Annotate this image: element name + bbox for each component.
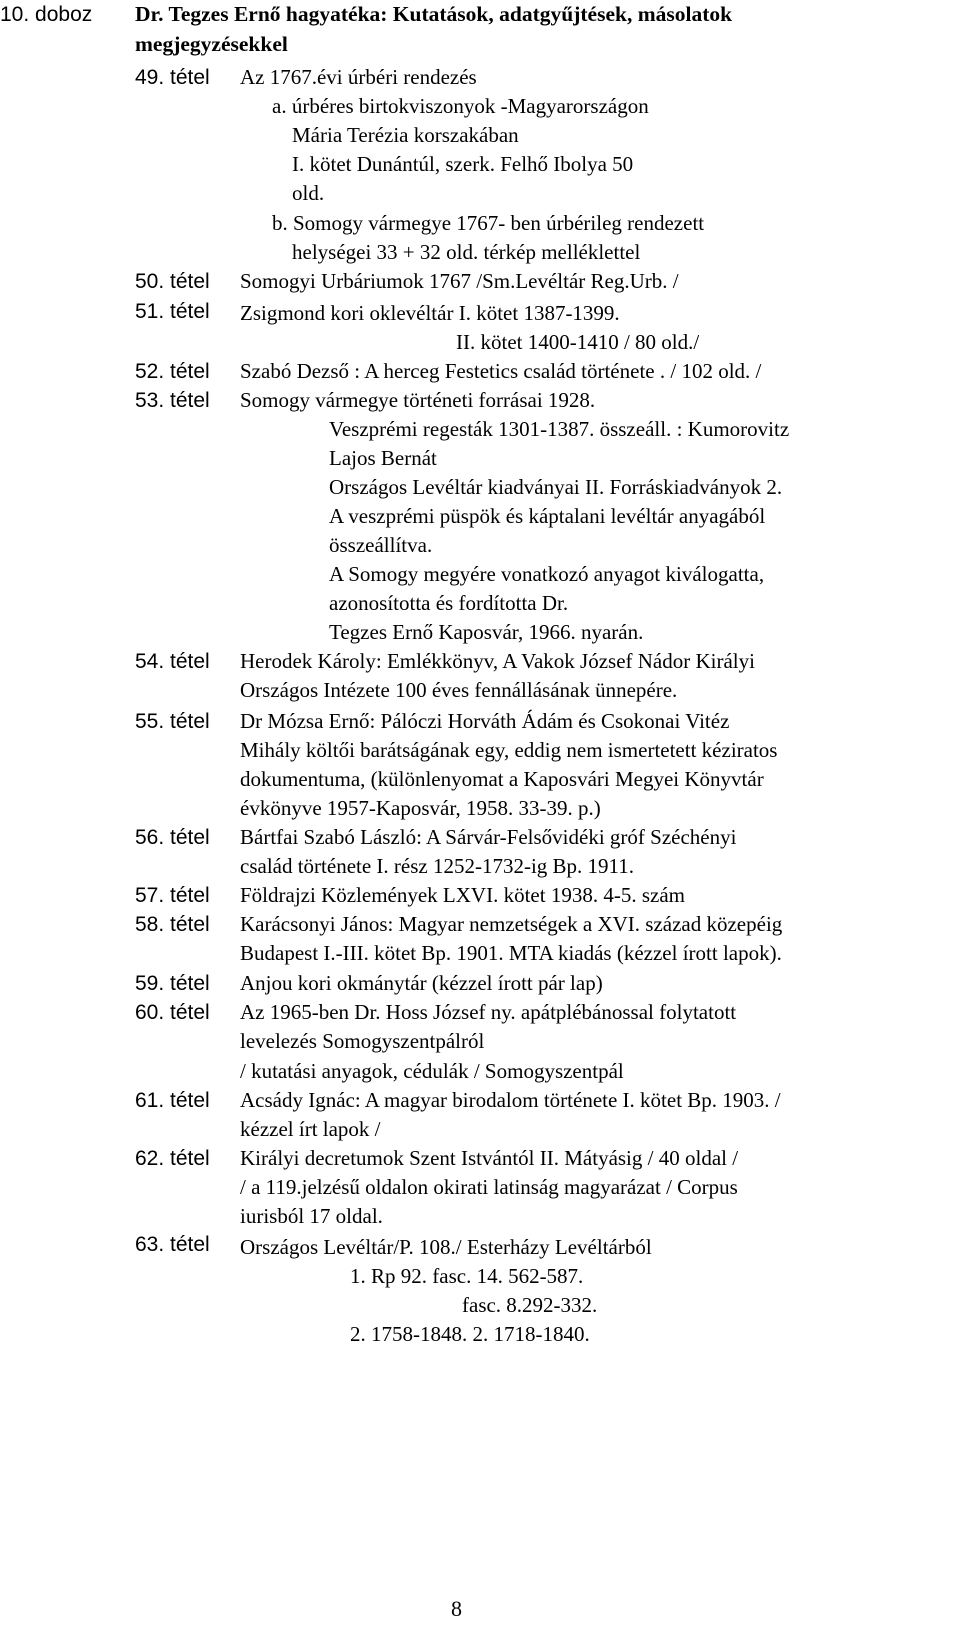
item-line: Acsády Ignác: A magyar birodalom története I. kötet Bp. 1903. / (240, 1088, 781, 1112)
box-number: 10. doboz (0, 3, 93, 26)
item-line: iurisból 17 oldal. (240, 1204, 383, 1228)
item-line: Anjou kori okmánytár (kézzel írott pár lap) (240, 971, 603, 995)
item-line: Országos Levéltár kiadványai II. Forráskiadványok 2. (329, 475, 783, 499)
item-line: Dr Mózsa Ernő: Pálóczi Horváth Ádám és Csokonai Vitéz (240, 709, 730, 733)
page-title: Dr. Tegzes Ernő hagyatéka: Kutatások, adatgyűjtések, másolatok (135, 2, 733, 26)
item-line: A veszprémi püspök és káptalani levéltár anyagából (329, 504, 766, 528)
page-title-line2: megjegyzésekkel (135, 32, 288, 56)
item-line: / kutatási anyagok, cédulák / Somogyszentpál (240, 1059, 624, 1083)
item-label: 53. tétel (135, 389, 210, 412)
item-label: 56. tétel (135, 826, 210, 849)
item-line: levelezés Somogyszentpálról (240, 1029, 485, 1053)
item-line: Földrajzi Közlemények LXVI. kötet 1938. 4-5. szám (240, 883, 685, 907)
item-line: II. kötet 1400-1410 / 80 old./ (456, 330, 700, 354)
item-line: helységei 33 + 32 old. térkép melléklettel (292, 240, 641, 264)
item-line: Somogyi Urbáriumok 1767 /Sm.Levéltár Reg.Urb. / (240, 269, 679, 293)
item-line: Herodek Károly: Emlékkönyv, A Vakok József Nádor Királyi (240, 649, 755, 673)
item-label: 50. tétel (135, 270, 210, 293)
item-line: I. kötet Dunántúl, szerk. Felhő Ibolya 50 (292, 152, 634, 176)
item-label: 62. tétel (135, 1147, 210, 1170)
item-line: dokumentuma, (különlenyomat a Kaposvári Megyei Könyvtár (240, 767, 764, 791)
item-line: 2. 1758-1848. 2. 1718-1840. (350, 1322, 590, 1346)
item-line: Budapest I.-III. kötet Bp. 1901. MTA kiadás (kézzel írott lapok). (240, 941, 782, 965)
item-line: Zsigmond kori oklevéltár I. kötet 1387-1399. (240, 301, 620, 325)
item-line: Bártfai Szabó László: A Sárvár-Felsővidéki gróf Széchényi (240, 825, 737, 849)
item-line: b. Somogy vármegye 1767- ben úrbérileg rendezett (272, 211, 705, 235)
item-line: Lajos Bernát (329, 446, 437, 470)
item-line: Szabó Dezső : A herceg Festetics család története . / 102 old. / (240, 359, 762, 383)
item-line: old. (292, 181, 325, 205)
item-line: Tegzes Ernő Kaposvár, 1966. nyarán. (329, 620, 644, 644)
item-line: kézzel írt lapok / (240, 1117, 381, 1141)
item-line: A Somogy megyére vonatkozó anyagot kiválogatta, (329, 562, 765, 586)
item-label: 61. tétel (135, 1089, 210, 1112)
item-label: 58. tétel (135, 913, 210, 936)
item-line: Somogy vármegye történeti forrásai 1928. (240, 388, 596, 412)
item-label: 52. tétel (135, 360, 210, 383)
item-line: Mihály költői barátságának egy, eddig nem ismertetett kéziratos (240, 738, 778, 762)
item-line: Mária Terézia korszakában (292, 123, 519, 147)
item-line: összeállítva. (329, 533, 433, 557)
item-label: 63. tétel (135, 1233, 210, 1256)
page-number: 8 (451, 1596, 462, 1621)
item-label: 51. tétel (135, 300, 210, 323)
item-line: Az 1965-ben Dr. Hoss József ny. apátplébánossal folytatott (240, 1000, 737, 1024)
item-line: azonosította és fordította Dr. (329, 591, 569, 615)
item-label: 49. tétel (135, 66, 210, 89)
item-line: a. úrbéres birtokviszonyok -Magyarországon (272, 94, 649, 118)
item-line: évkönyve 1957-Kaposvár, 1958. 33-39. p.) (240, 796, 601, 820)
item-line: Királyi decretumok Szent Istvántól II. Mátyásig / 40 oldal / (240, 1146, 739, 1170)
item-line: / a 119.jelzésű oldalon okirati latinság magyarázat / Corpus (240, 1175, 738, 1199)
item-line: Veszprémi regesták 1301-1387. összeáll. : Kumorovitz (329, 417, 790, 441)
item-label: 54. tétel (135, 650, 210, 673)
item-label: 59. tétel (135, 972, 210, 995)
item-line: család története I. rész 1252-1732-ig Bp. 1911. (240, 854, 635, 878)
item-label: 60. tétel (135, 1001, 210, 1024)
item-label: 57. tétel (135, 884, 210, 907)
item-line: Országos Intézete 100 éves fennállásának ünnepére. (240, 678, 678, 702)
item-line: fasc. 8.292-332. (462, 1293, 598, 1317)
item-line: 1. Rp 92. fasc. 14. 562-587. (350, 1264, 584, 1288)
item-line: Országos Levéltár/P. 108./ Esterházy Levéltárból (240, 1235, 652, 1259)
item-line: Az 1767.évi úrbéri rendezés (240, 65, 477, 89)
item-label: 55. tétel (135, 710, 210, 733)
item-line: Karácsonyi János: Magyar nemzetségek a XVI. század közepéig (240, 912, 783, 936)
